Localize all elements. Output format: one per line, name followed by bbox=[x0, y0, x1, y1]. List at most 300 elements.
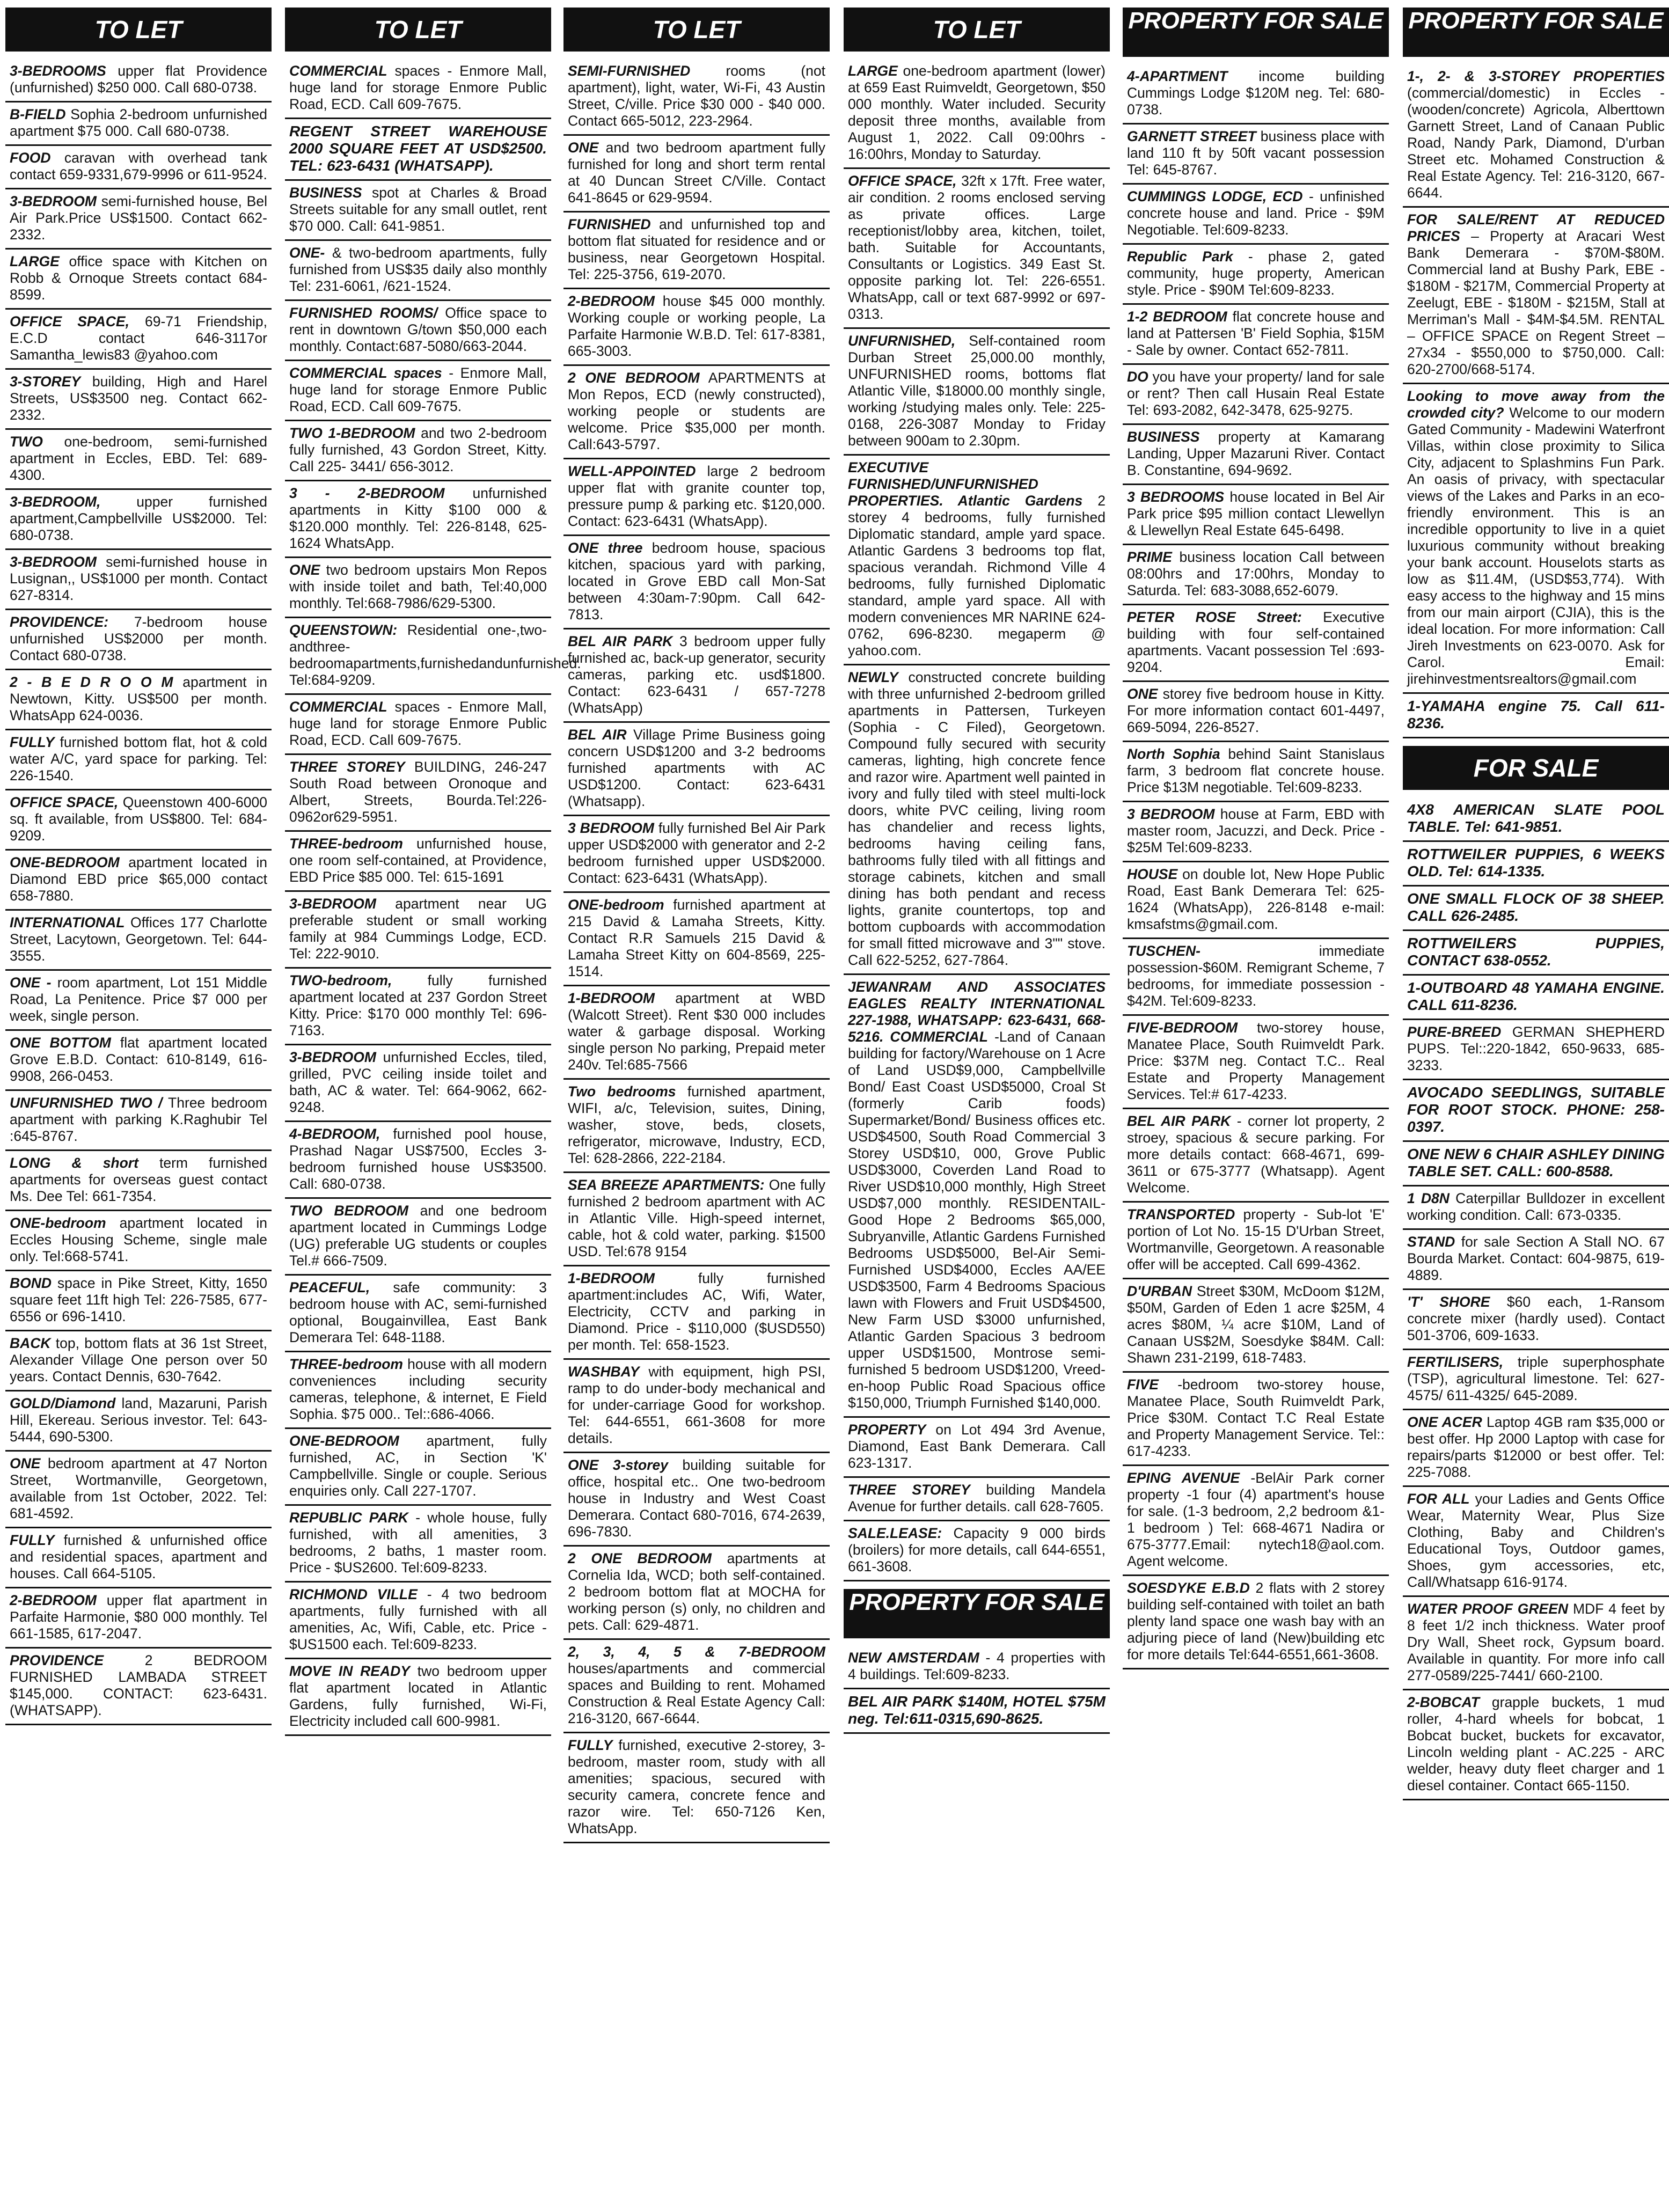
ad-heading: 3-BEDROOMS bbox=[10, 63, 106, 79]
classified-ad bbox=[1123, 1279, 1389, 1373]
ad-heading: SEMI-FURNISHED bbox=[568, 63, 691, 79]
ad-heading: OFFICE SPACE, bbox=[10, 313, 129, 329]
ad-heading: SEA BREEZE APARTMENTS: bbox=[568, 1177, 765, 1193]
classified-ad bbox=[844, 1521, 1110, 1581]
ad-text: spot at Charles & Broad Streets suitable for any small outlet, rent $70 000. Call: 641-9851. bbox=[289, 185, 547, 234]
classified-ad bbox=[1123, 64, 1389, 124]
ad-heading: ROTTWEILERS PUPPIES, CONTACT 638-0552. bbox=[1407, 935, 1665, 969]
classified-ad bbox=[1123, 605, 1389, 682]
ad-text: behind Saint Stanislaus farm, 3 bedroom flat concrete house. Price $13M negotiable. Tel:609-8233. bbox=[1127, 746, 1385, 795]
ad-heading: WATER PROOF GREEN bbox=[1407, 1601, 1569, 1617]
ad-text: 2 flats with 2 storey building self-contained with toilet an bath plenty land space one wash bay with an adjuring piece of land (New)building etc for more details Tel:644-6551,661-3608. bbox=[1127, 1580, 1385, 1662]
ad-heading: 4X8 AMERICAN SLATE POOL TABLE. Tel: 641-9851. bbox=[1407, 801, 1665, 835]
classified-ad bbox=[285, 695, 551, 755]
ad-text: furnished pool house, Prashad Nagar US$7500, Eccles 3-bedroom furnished house US$3500. Call: 680-0738. bbox=[289, 1126, 547, 1192]
ad-heading: 3-BEDROOM bbox=[289, 1049, 376, 1065]
classified-ad bbox=[1403, 842, 1669, 887]
ad-heading: GARNETT STREET bbox=[1127, 128, 1256, 144]
classified-ad bbox=[285, 181, 551, 241]
ad-heading: 3 BEDROOM bbox=[568, 820, 654, 836]
classified-ad bbox=[1403, 1080, 1669, 1142]
ad-heading: FIVE-BEDROOM bbox=[1127, 1020, 1238, 1036]
classified-ad bbox=[285, 1659, 551, 1736]
ad-text: flat concrete house and land at Pattersen 'B' Field Sophia, $15M - Sale by owner. Contact 652-7811. bbox=[1127, 309, 1385, 358]
ad-text: apartment, fully furnished, AC, in Section 'K' Campbellville. Single or couple. Serious enquiries only. Call 227-1707. bbox=[289, 1433, 547, 1499]
ad-heading: 3 - 2-BEDROOM bbox=[289, 485, 445, 501]
ad-text: two bedroom upstairs Mon Repos with inside toilet and bath, Tel:40,000 monthly. Tel:668-7986/629-5300. bbox=[289, 562, 547, 611]
classified-ad bbox=[1403, 1410, 1669, 1487]
ad-text: Welcome to our modern Gated Community - Madewini Waterfront Villas, within close proximity to Silica City, adjacent to Splashmins Fun Park. An oasis of privacy, with spectacular views of the Lakes and Parks in an eco-friendly environment. This is an incredible opportunity to live in a quiet luxurious community without breaking your bank account. Houselots starts as low as $11.4M, (USD$53,774). With easy access to the highway and 15 mins from our main airport (CJIA), this is the ideal location. For more information: Call Jireh Investments on 623-0070. Ask for Carol. Email: jirehinvestmentsrealtors@gmail.com bbox=[1407, 405, 1665, 687]
classified-ad bbox=[844, 1646, 1110, 1689]
ad-heading: STAND bbox=[1407, 1234, 1455, 1250]
ad-heading: LONG & short bbox=[10, 1155, 138, 1171]
ad-heading: JEWANRAM AND ASSOCIATES EAGLES REALTY INTERNATIONAL 227-1988, WHATSAPP: 623-6431, 668-5216. COMMERCIAL bbox=[848, 979, 1106, 1045]
ad-text: and unfurnished top and bottom flat situated for residence and or business, near Georgetown Hospital. Tel: 225-3756, 619-2070. bbox=[568, 216, 825, 282]
classified-ad bbox=[1403, 1290, 1669, 1350]
ad-text: - unfinished concrete house and land. Price - $9M Negotiable. Tel:609-8233. bbox=[1127, 188, 1385, 238]
ad-text: triple superphosphate (TSP), agricultural limestone. Tel: 627-4575/ 611-4325/ 645-2089. bbox=[1407, 1354, 1665, 1403]
ad-text: Street $30M, McDoom $12M, $50M, Garden of Eden 1 acre $25M, 4 acres $80M, ¼ acre $10M, Land of Canaan US$2M, Soesdyke $84M. Call: Shawn 231-2199, 618-7483. bbox=[1127, 1283, 1385, 1366]
classified-ad bbox=[1403, 64, 1669, 208]
classified-ad bbox=[1123, 1576, 1389, 1669]
classified-ad bbox=[844, 975, 1110, 1418]
section-header: PROPERTY FOR SALE bbox=[1403, 8, 1669, 57]
ad-heading: 1-BEDROOM bbox=[568, 990, 655, 1006]
classified-ad bbox=[1403, 1142, 1669, 1186]
ad-text: apartment at WBD (Walcott Street). Rent $30 000 includes water & garbage disposal. Working single person No parking, Prepaid meter 240v. Tel:685-7566 bbox=[568, 990, 825, 1073]
ad-text: Office space to rent in downtown G/town $50,000 each monthly. Contact:687-5080/663-2044. bbox=[289, 305, 547, 354]
classified-ad bbox=[285, 558, 551, 618]
ad-text: office space with Kitchen on Robb & Ornoque Streets contact 684-8599. bbox=[10, 253, 268, 303]
classified-ad bbox=[1403, 208, 1669, 384]
ad-heading: PETER ROSE Street: bbox=[1127, 609, 1302, 625]
classified-ad bbox=[844, 1418, 1110, 1478]
classified-ad bbox=[563, 213, 830, 289]
ad-text: two bedroom upper flat apartment located in Atlantic Gardens, fully furnished, Wi-Fi, Electricity included call 600-9981. bbox=[289, 1663, 547, 1729]
ad-heading: 4-APARTMENT bbox=[1127, 68, 1228, 84]
classified-ad bbox=[5, 1091, 272, 1151]
ad-heading: FURNISHED ROOMS/ bbox=[289, 305, 438, 321]
ad-heading: 1 D8N bbox=[1407, 1190, 1450, 1206]
ad-text: furnished apartment, WIFI, a/c, Television, suites, Dining, washer, stove, beds, closets, refrigerator, microwave, Industry, ECD, Tel: 628-2866, 222-2184. bbox=[568, 1083, 825, 1166]
column-5 bbox=[1123, 8, 1389, 2206]
ad-heading: REPUBLIC PARK bbox=[289, 1510, 408, 1526]
classified-ad bbox=[1123, 1016, 1389, 1109]
ad-heading: 3-BEDROOM bbox=[10, 554, 97, 570]
ad-heading: TUSCHEN- bbox=[1127, 943, 1200, 959]
ad-heading: TWO bbox=[10, 434, 43, 450]
ad-heading: BEL AIR bbox=[568, 727, 627, 743]
ad-text: house with all modern conveniences including security cameras, telephone, & internet, E Field Sophia. $75 000.. Tel::686-4066. bbox=[289, 1356, 547, 1422]
ad-heading: 3-BEDROOM bbox=[289, 896, 376, 912]
ad-heading: 3-BEDROOM, bbox=[10, 494, 101, 510]
ad-text: house $45 000 monthly. Working couple or working people, La Parfaite Harmonie W.B.D. Tel: 617-8381, 665-3003. bbox=[568, 293, 825, 359]
classified-ad bbox=[563, 1360, 830, 1453]
ad-heading: COMMERCIAL bbox=[289, 63, 387, 79]
classified-ad bbox=[5, 490, 272, 550]
ad-heading: TWO BEDROOM bbox=[289, 1203, 408, 1219]
ad-heading: COMMERCIAL bbox=[289, 699, 387, 715]
ad-text: space in Pike Street, Kitty, 1650 square feet 11ft high Tel: 226-7585, 677-6556 or 696-1410. bbox=[10, 1275, 267, 1324]
classified-ad bbox=[1123, 545, 1389, 605]
classified-ad bbox=[563, 459, 830, 536]
ad-heading: Republic Park bbox=[1127, 248, 1233, 265]
classified-ad bbox=[1403, 1690, 1669, 1800]
ad-heading: 1-, 2- & 3-STOREY PROPERTIES bbox=[1407, 68, 1665, 84]
classified-ad bbox=[1123, 425, 1389, 485]
ad-heading: 4-BEDROOM, bbox=[289, 1126, 380, 1142]
ad-text: one-bedroom, semi-furnished apartment in Eccles, EBD. Tel: 689-4300. bbox=[10, 434, 267, 483]
ad-text: (commercial/domestic) in Eccles - (wooden/concrete) Agricola, Alberttown Garnett Street, Land of Canaan Public Road, Nandy Park, Diamond, D'urban Street etc. Mohamed Construction & Real Estate Agency. Tel: 216-3120, 667-6644. bbox=[1407, 85, 1665, 201]
classified-ad bbox=[285, 59, 551, 119]
ad-text: property at Kamarang Landing, Upper Mazaruni River. Contact B. Constantine, 694-9692. bbox=[1127, 429, 1385, 478]
ad-heading: TWO-bedroom, bbox=[289, 972, 392, 988]
ad-heading: BUSINESS bbox=[1127, 429, 1200, 445]
ad-heading: 2, 3, 4, 5 & 7-BEDROOM bbox=[568, 1644, 825, 1660]
ad-text: unfurnished house, one room self-contained, at Providence, EBD Price $85 000. Tel: 615-1691 bbox=[289, 836, 547, 885]
ad-text: semi-furnished house in Lusignan,, US$1000 per month. Contact 627-8314. bbox=[10, 554, 267, 603]
classified-ad bbox=[1123, 305, 1389, 365]
ad-text: fully furnished apartment located at 237 Gordon Street Kitty. Price: $170 000 monthly Tel: 696-7163. bbox=[289, 972, 547, 1038]
column-6 bbox=[1403, 8, 1669, 2206]
ad-heading: UNFURNISHED TWO / bbox=[10, 1095, 163, 1111]
ad-heading: FOR SALE/RENT AT REDUCED PRICES bbox=[1407, 211, 1665, 244]
classified-ad bbox=[563, 136, 830, 213]
classified-ad bbox=[563, 289, 830, 366]
ad-text: - 4 properties with 4 buildings. Tel:609-8233. bbox=[848, 1650, 1106, 1682]
classified-ad bbox=[1123, 124, 1389, 185]
ad-text: Offices 177 Charlotte Street, Lacytown, Georgetown. Tel: 644-3555. bbox=[10, 914, 267, 964]
ad-text: two-storey house, Manatee Place, South Ruimveldt Park. Price: $37M neg. Contact T.C.. Real Estate and Property Management Services. Tel:# 617-4233. bbox=[1127, 1020, 1385, 1102]
ad-text: and one bedroom apartment located in Cummings Lodge (UG) preferable UG students or couples Tel.# 666-7509. bbox=[289, 1203, 547, 1269]
ad-text: One fully furnished 2 bedroom apartment with AC in Atlantic Ville. High-speed internet, cable, hot & cold water, parking. $1500 USD. Tel:678 9154 bbox=[568, 1177, 825, 1259]
classified-ad bbox=[5, 370, 272, 430]
ad-text: Executive building with four self-contained apartments. Vacant possession Tel :693-9204. bbox=[1127, 609, 1385, 675]
classified-ad bbox=[285, 969, 551, 1045]
ad-text: immediate possession-$60M. Remigrant Scheme, 7 bedrooms, for immediate possession - $42M. Tel:609-8233. bbox=[1127, 943, 1385, 1009]
ad-heading: PROPERTY bbox=[848, 1422, 926, 1438]
classified-ad bbox=[1123, 365, 1389, 425]
ad-heading: BUSINESS bbox=[289, 185, 362, 201]
ad-text: caravan with overhead tank contact 659-9331,679-9996 or 611-9524. bbox=[10, 150, 267, 182]
classified-ad bbox=[844, 1689, 1110, 1734]
classified-ad bbox=[1403, 694, 1669, 738]
ad-text: Residential one-,two-andthree-bedroomapartments,furnishedandunfurnished. Tel:684-9209. bbox=[289, 622, 581, 688]
classified-ad bbox=[1403, 384, 1669, 694]
ad-heading: FIVE bbox=[1127, 1376, 1159, 1393]
classified-ad bbox=[5, 1452, 272, 1528]
classified-ad bbox=[563, 629, 830, 723]
ad-text: Queenstown 400-6000 sq. ft available, from US$800. Tel: 684-9209. bbox=[10, 794, 267, 844]
column-3 bbox=[563, 8, 830, 2206]
ad-heading: 2 ONE BEDROOM bbox=[568, 370, 700, 386]
column-4 bbox=[844, 8, 1110, 2206]
ad-heading: 1-OUTBOARD 48 YAMAHA ENGINE. CALL 611-8236. bbox=[1407, 979, 1665, 1013]
ad-text: 32ft x 17ft. Free water, air condition. 2 rooms enclosed serving as private offices. Large receptionist/lobby area, kitchen, toilet, bath. Suitable for Accountants, Consultants or Logistics. 349 East St. opposite parking lot. Tel: 226-6551. WhatsApp, call or text 687-9992 or 697-0313. bbox=[848, 173, 1106, 322]
ad-heading: NEWLY bbox=[848, 669, 898, 685]
ad-heading: OFFICE SPACE, bbox=[10, 794, 119, 810]
ad-text: furnished apartment at 215 David & Lamaha Streets, Kitty. Contact R.R Samuels 215 David & Lamaha Street Kitty on 604-8569, 225-1514. bbox=[568, 897, 825, 979]
classified-ad bbox=[1123, 802, 1389, 862]
ad-text: 2 BEDROOM FURNISHED LAMBADA STREET $145,000. CONTACT: 623-6431. (WHATSAPP). bbox=[10, 1652, 267, 1718]
ad-heading: ONE bbox=[568, 140, 599, 156]
classified-ad bbox=[5, 670, 272, 730]
ad-heading: ONE ACER bbox=[1407, 1414, 1482, 1430]
ad-text: Three bedroom apartment with parking K.Raghubir Tel :645-8767. bbox=[10, 1095, 267, 1144]
ad-text: MDF 4 feet by 8 feet 1/2 inch thickness. Water proof Dry Wall, Sheet rock, Gypsum board. Available in quantity. For more info call 277-0589/225-7441/ 660-2100. bbox=[1407, 1601, 1665, 1683]
ad-text: BUILDING, 246-247 South Road between Oronoque and Albert, Streets, Bourda.Tel:226-0962or629-5951. bbox=[289, 759, 547, 825]
classified-ad bbox=[5, 911, 272, 971]
section-header: FOR SALE bbox=[1403, 746, 1669, 790]
ad-heading: 3 BEDROOMS bbox=[1127, 489, 1225, 505]
ad-heading: THREE STOREY bbox=[848, 1482, 970, 1498]
ad-text: upper flat apartment in Parfaite Harmonie, $80 000 monthly. Tel 661-1585, 617-2047. bbox=[10, 1592, 267, 1642]
ad-text: top, bottom flats at 36 1st Street, Alexander Village One person over 50 years. Contact Dennis, 630-7642. bbox=[10, 1335, 267, 1385]
ad-heading: WASHBAY bbox=[568, 1364, 640, 1380]
classified-ad bbox=[5, 1528, 272, 1588]
classified-ad bbox=[1403, 1487, 1669, 1597]
ad-heading: LARGE bbox=[848, 63, 898, 79]
classified-ad bbox=[1123, 742, 1389, 802]
ad-text: 7-bedroom house unfurnished US$2000 per month. Contact 680-0738. bbox=[10, 614, 267, 663]
classified-ad bbox=[285, 1506, 551, 1583]
classified-ad bbox=[5, 146, 272, 189]
classified-ad bbox=[285, 892, 551, 969]
classified-ad bbox=[1123, 682, 1389, 742]
classified-ad bbox=[1403, 976, 1669, 1020]
ad-text: constructed concrete building with three unfurnished 2-bedroom grilled apartments in Pattersen, Turkeyen (Sophia - C Filed), Georgetown. Compound fully secured with security cameras, lighting, high concrete fence and razor wire. Apartment well painted in ivory and fully tiled with steel multi-lock doors, white PVC ceiling, living room has chandelier and recess lights, bedrooms having ceiling fans, bathrooms fully tiled with all fittings and storage cabinets, kitchen and small dining has both pendant and recess lights, granite countertops, top and bottom cupboards with accommodation for small fitted microwave and 3"" stove. Call 622-5252, 627-7864. bbox=[848, 669, 1106, 968]
classified-ad bbox=[563, 816, 830, 893]
ad-text: spaces - Enmore Mall, huge land for storage Enmore Public Road, ECD. Call 609-7675. bbox=[289, 699, 547, 748]
ad-heading: QUEENSTOWN: bbox=[289, 622, 398, 638]
column-2 bbox=[285, 8, 581, 2206]
ad-text: - whole house, fully furnished, with all amenities, 3 bedrooms, 2 baths, 1 master room. Price - $US2600. Tel:609-8233. bbox=[289, 1510, 547, 1576]
ad-text: land, Mazaruni, Parish Hill, Ekereau. Serious investor. Tel: 643-5444, 690-5300. bbox=[10, 1395, 267, 1445]
classified-ad bbox=[563, 1173, 830, 1266]
section-header: TO LET bbox=[563, 8, 830, 52]
ad-heading: B-FIELD bbox=[10, 106, 66, 122]
ad-heading: North Sophia bbox=[1127, 746, 1220, 762]
ad-text: 3 bedroom upper fully furnished ac, back-up generator, security cameras, parking etc. usd$1800. Contact: 623-6431 / 657-7278 (WhatsApp) bbox=[568, 633, 825, 716]
ad-text: - 4 two bedroom apartments, fully furnished with all amenities, Ac, Wifi, Cable, etc. Price - $US1500 each. Tel:609-8233. bbox=[289, 1586, 547, 1652]
classified-ad bbox=[5, 790, 272, 851]
classified-ad bbox=[563, 1733, 830, 1843]
classified-ad bbox=[1403, 887, 1669, 931]
ad-text: spaces - Enmore Mall, huge land for storage Enmore Public Road, ECD. Call 609-7675. bbox=[289, 63, 547, 112]
ad-heading: OFFICE SPACE, bbox=[848, 173, 957, 189]
ad-text: apartment located in Diamond EBD price $65,000 contact 658-7880. bbox=[10, 854, 267, 904]
classified-ad bbox=[1403, 1350, 1669, 1410]
classified-ad bbox=[563, 536, 830, 629]
ad-text: Village Prime Business going concern USD$1200 and 3-2 bedrooms furnished apartments with AC USD$1200. Contact: 623-6431 (Whatsapp). bbox=[568, 727, 825, 809]
ad-heading: INTERNATIONAL bbox=[10, 914, 125, 931]
classified-ad bbox=[844, 169, 1110, 329]
ad-heading: LARGE bbox=[10, 253, 60, 269]
classified-ad bbox=[285, 1352, 551, 1429]
ad-heading: HOUSE bbox=[1127, 866, 1178, 882]
classified-ad bbox=[844, 665, 1110, 975]
ad-heading: PEACEFUL, bbox=[289, 1279, 370, 1295]
ad-text: semi-furnished house, Bel Air Park.Price US$1500. Contact 662-2332. bbox=[10, 193, 267, 243]
ad-text: grapple buckets, 1 mud roller, 4-hard wheels for bobcat, 1 Bobcat bucket, buckets for excavator, Lincoln welding plant - AC.225 - ARC welder, heavy duty fleet charger and 1 diesel container. Contact 665-1150. bbox=[1407, 1694, 1665, 1793]
ad-heading: BACK bbox=[10, 1335, 51, 1351]
classified-ad bbox=[285, 481, 551, 558]
ad-text: fully furnished Bel Air Park upper USD$2000 with generator and 2-2 bedroom furnished upper USD$2000. Contact: 623-6431 (WhatsApp). bbox=[568, 820, 825, 886]
ad-heading: 2-BEDROOM bbox=[568, 293, 655, 309]
ad-text: term furnished apartments for overseas guest contact Ms. Dee Tel: 661-7354. bbox=[10, 1155, 267, 1204]
ad-heading: SALE.LEASE: bbox=[848, 1525, 942, 1541]
ad-text: business place with land 110 ft by 50ft vacant possession Tel: 645-8767. bbox=[1127, 128, 1385, 178]
column-1 bbox=[5, 8, 272, 2206]
ad-text: APARTMENTS at Mon Repos, ECD (newly constructed), working people or students are welcome. Price $35,000 per month. Call:643-5797. bbox=[568, 370, 825, 452]
ad-text: Caterpillar Bulldozer in excellent working condition. Call: 673-0335. bbox=[1407, 1190, 1665, 1223]
ad-heading: ONE BOTTOM bbox=[10, 1035, 111, 1051]
ad-text: building suitable for office, hospital etc.. One two-bedroom house in Industry and West Coast Demerara. Contact 680-7016, 674-2639, 696-7830. bbox=[568, 1457, 826, 1540]
classified-ad bbox=[285, 1199, 551, 1276]
ad-heading: FULLY bbox=[568, 1737, 613, 1753]
classified-ad bbox=[5, 550, 272, 610]
ad-text: & two-bedroom apartments, fully furnished from US$35 daily also monthly Tel: 231-6061, /621-1524. bbox=[289, 245, 547, 294]
ad-text: house at Farm, EBD with master room, Jacuzzi, and Deck. Price - $25M Tel:609-8233. bbox=[1127, 806, 1385, 855]
ad-text: furnished & unfurnished office and residential spaces, apartment and houses. Call 664-5105. bbox=[10, 1532, 267, 1581]
ad-text: Self-contained room Durban Street 25,000.00 monthly, UNFURNISHED rooms, bottoms flat Atlantic Ville, $18000.00 monthly single, working /studying males only. Tele: 225-0168, 226-3087 Monday to Friday between 900am to 2.30pm. bbox=[848, 333, 1106, 449]
classified-ad bbox=[844, 329, 1110, 456]
ad-heading: THREE-bedroom bbox=[289, 836, 403, 852]
ad-text: -bedroom two-storey house, Manatee Place, South Ruimveldt Park, Price $30M. Contact T.C Real Estate and Property Management Service. Tel:: 617-4233. bbox=[1127, 1376, 1385, 1459]
classified-ad bbox=[563, 1547, 830, 1640]
ad-heading: 1-YAMAHA engine 75. Call 611-8236. bbox=[1407, 698, 1665, 731]
classified-ad bbox=[5, 730, 272, 790]
section-header: TO LET bbox=[5, 8, 272, 52]
ad-heading: MOVE IN READY bbox=[289, 1663, 410, 1679]
ad-text: furnished, executive 2-storey, 3-bedroom, master room, study with all amenities; spacious, secured with security camera, concrete fence and razor wire. Tel: 650-7126 Ken, WhatsApp. bbox=[568, 1737, 825, 1836]
ad-text: apartments at Cornelia Ida, WCD; both self-contained. 2 bedroom bottom flat at MOCHA for working person (s) only, no children and pets. Call: 629-4871. bbox=[568, 1550, 825, 1633]
classified-ad bbox=[5, 1649, 272, 1725]
classified-ad bbox=[5, 1211, 272, 1271]
classified-ad bbox=[563, 1266, 830, 1360]
ad-heading: ONE-BEDROOM bbox=[289, 1433, 399, 1449]
ad-heading: ROTTWEILER PUPPIES, 6 WEEKS OLD. Tel: 614-1335. bbox=[1407, 846, 1665, 880]
ad-text: - corner lot property, 2 stroey, spacious & secure parking. For more details contact: 668-4671, 699-3611 or 675-3777 (Whatsapp). Agent Welcome. bbox=[1127, 1113, 1385, 1196]
classified-ad bbox=[1123, 485, 1389, 545]
ad-heading: FULLY bbox=[10, 734, 55, 750]
ad-text: apartment located in Eccles Housing Scheme, single male only. Tel:668-5741. bbox=[10, 1215, 267, 1264]
classified-ad bbox=[844, 1478, 1110, 1521]
section-header: TO LET bbox=[844, 8, 1110, 52]
classified-ad bbox=[5, 189, 272, 250]
ad-heading: EXECUTIVE FURNISHED/UNFURNISHED PROPERTIES. Atlantic Gardens bbox=[848, 459, 1083, 509]
ad-text: upper furnished apartment,Campbellville US$2000. Tel: 680-0738. bbox=[10, 494, 267, 543]
ad-heading: BEL AIR PARK bbox=[568, 633, 673, 649]
ad-heading: FOOD bbox=[10, 150, 51, 166]
classified-ad bbox=[285, 241, 551, 301]
ad-text: upper flat Providence (unfurnished) $250 000. Call 680-0738. bbox=[10, 63, 267, 96]
ad-text: house located in Bel Air Park price $95 million contact Llewellyn & Llewellyn Real Estate 645-6498. bbox=[1127, 489, 1385, 538]
ad-heading: SOESDYKE E.B.D bbox=[1127, 1580, 1250, 1596]
classified-ad bbox=[1403, 1230, 1669, 1290]
classified-ad bbox=[285, 421, 551, 481]
ad-text: -Land of Canaan building for factory/Warehouse on 1 Acre of Land USD$9,000, Campbellville Bond/ East Coast USD$5000, Croal St (formerly Carib foods) Supermarket/Bond/ Business offices etc. USD$4500, South Road Commercial 3 Storey USD$10, 000, Grove Public USD$3000, Coverden Land Road to River USD$10,000 monthly, High Street USD$7,000 monthly. RESIDENTAIL- Good Hope 2 Bedrooms $65,000, Subryanville, Atlantic Gardens Furnished Bedrooms USD$5000, Bel-Air Semi-Furnished USD$4000, Eccles AA/EE USD$3500, Farm 4 Bedrooms Spacious lawn with Flowers and Fruit USD$4500, New Farm USD $3000 unfurnished, Atlantic Garden Spacious 3 bedroom upper USD$1500, Montrose semi-furnished 5 bedroom USD$1200, Vreed-en-hoop Public Road Spacious office $150,000, Triumph Furnished $140,000. bbox=[848, 1029, 1106, 1411]
ad-heading: TWO 1-BEDROOM bbox=[289, 425, 415, 441]
ad-heading: RICHMOND VILLE bbox=[289, 1586, 418, 1602]
classified-ad bbox=[285, 755, 551, 832]
classified-ad bbox=[5, 1151, 272, 1211]
ad-text: on double lot, New Hope Public Road, East Bank Demerara Tel: 625-1624 (WhatsApp), 226-8148 e-mail: kmsafstms@gmail.com. bbox=[1127, 866, 1385, 932]
ad-text: room apartment, Lot 151 Middle Road, La Penitence. Price $7 000 per week, single person. bbox=[10, 975, 267, 1024]
ad-text: building Mandela Avenue for further details. call 628-7605. bbox=[848, 1482, 1106, 1514]
ad-heading: TRANSPORTED bbox=[1127, 1206, 1235, 1222]
ad-heading: PRIME bbox=[1127, 549, 1172, 565]
ad-heading: Looking to move away from the crowded city? bbox=[1407, 388, 1665, 421]
ad-heading: 1-2 BEDROOM bbox=[1127, 309, 1227, 325]
classified-ad bbox=[285, 361, 551, 421]
classified-ad bbox=[5, 1271, 272, 1331]
ad-text: large 2 bedroom upper flat with granite counter top, pressure pump & parking etc. $120,000. Contact: 623-6431 (WhatsApp). bbox=[568, 463, 825, 529]
ad-heading: DO bbox=[1127, 369, 1148, 385]
ad-heading: ONE bbox=[289, 562, 320, 578]
section-header: PROPERTY FOR SALE bbox=[1123, 8, 1389, 57]
ad-heading: FULLY bbox=[10, 1532, 55, 1548]
classified-ad bbox=[5, 1391, 272, 1452]
classified-ad bbox=[5, 851, 272, 911]
ad-heading: Two bedrooms bbox=[568, 1083, 676, 1100]
ad-text: 69-71 Friendship, E.C.D contact 646-3117or Samantha_lewis83 @yahoo.com bbox=[10, 313, 267, 363]
ad-heading: BEL AIR PARK $140M, HOTEL $75M neg. Tel:611-0315,690-8625. bbox=[848, 1693, 1106, 1727]
section-header: PROPERTY FOR SALE bbox=[844, 1589, 1110, 1638]
classified-ad bbox=[844, 59, 1110, 169]
ad-heading: AVOCADO SEEDLINGS, SUITABLE FOR ROOT STOCK. PHONE: 258-0397. bbox=[1407, 1084, 1665, 1135]
ad-heading: FURNISHED bbox=[568, 216, 651, 232]
classified-ad bbox=[5, 310, 272, 370]
ad-text: on Lot 494 3rd Avenue, Diamond, East Bank Demerara. Call 623-1317. bbox=[848, 1422, 1106, 1471]
ad-heading: 2 ONE BEDROOM bbox=[568, 1550, 712, 1566]
ad-text: and two bedroom apartment fully furnished for long and short term rental at 40 Duncan Street C/Ville. Contact 641-8645 or 629-9594. bbox=[568, 140, 825, 206]
section-header: TO LET bbox=[285, 8, 551, 52]
ad-heading: ONE-bedroom bbox=[10, 1215, 106, 1231]
classified-ad bbox=[1123, 1203, 1389, 1279]
classified-ad bbox=[1403, 1020, 1669, 1080]
ad-heading: CUMMINGS LODGE, ECD bbox=[1127, 188, 1303, 204]
classified-ad bbox=[1123, 939, 1389, 1016]
ad-text: GERMAN SHEPHERD PUPS. Tel::220-1842, 650-9633, 685-3233. bbox=[1407, 1024, 1665, 1073]
classified-ad bbox=[844, 456, 1110, 665]
ad-text: your Ladies and Gents Office Wear, Maternity Wear, Plus Size Clothing, Baby and Children's Educational Toys, Outdoor games, Shoes, gym accessories, etc, Call/Whatsapp 616-9174. bbox=[1407, 1491, 1665, 1590]
classified-ad bbox=[1123, 1373, 1389, 1466]
ad-text: one-bedroom apartment (lower) at 659 East Ruimveldt, Georgetown, $50 000 monthly. Water included. Security deposit three months, available from August 1, 2022. Call 09:00hrs - 16:00hrs, Monday to Saturday. bbox=[848, 63, 1106, 162]
classified-ad bbox=[5, 59, 272, 102]
ad-heading: 2 - B E D R O O M bbox=[10, 674, 173, 690]
ad-heading: THREE-bedroom bbox=[289, 1356, 403, 1372]
ad-heading: BOND bbox=[10, 1275, 52, 1291]
classified-ad bbox=[1123, 185, 1389, 245]
ad-text: rooms (not apartment), light, water, Wi-Fi, 43 Austin Street, C/ville. Price $30 000 - $40 000. Contact 665-5012, 223-2964. bbox=[568, 63, 825, 129]
classified-ad bbox=[5, 430, 272, 490]
classified-ad bbox=[1123, 1109, 1389, 1203]
classified-ad bbox=[1403, 1597, 1669, 1690]
ad-text: fully furnished apartment:includes AC, Wifi, Water, Electricity, CCTV and parking in Diamond. Price - $110,000 ($USD550) per month. Tel: 658-1523. bbox=[568, 1270, 825, 1353]
classified-ad bbox=[1403, 1186, 1669, 1230]
classified-ad bbox=[563, 59, 830, 136]
ad-heading: 1-BEDROOM bbox=[568, 1270, 655, 1286]
classified-ad bbox=[5, 971, 272, 1031]
ad-text: business location Call between 08:00hrs and 17:00hrs, Monday to Saturda. Tel: 683-3088,652-6079. bbox=[1127, 549, 1385, 598]
ad-text: safe community: 3 bedroom house with AC, semi-furnished optional, Bougainvillea, East Bank Demerara Tel: 648-1188. bbox=[289, 1279, 547, 1345]
classified-ad bbox=[5, 102, 272, 146]
ad-text: furnished bottom flat, hot & cold water A/C, yard space for parking. Tel: 226-1540. bbox=[10, 734, 267, 783]
ad-text: apartment in Newtown, Kitty. US$500 per month. WhatsApp 624-0036. bbox=[10, 674, 267, 723]
classified-ad bbox=[1123, 862, 1389, 939]
classified-ad bbox=[5, 250, 272, 310]
